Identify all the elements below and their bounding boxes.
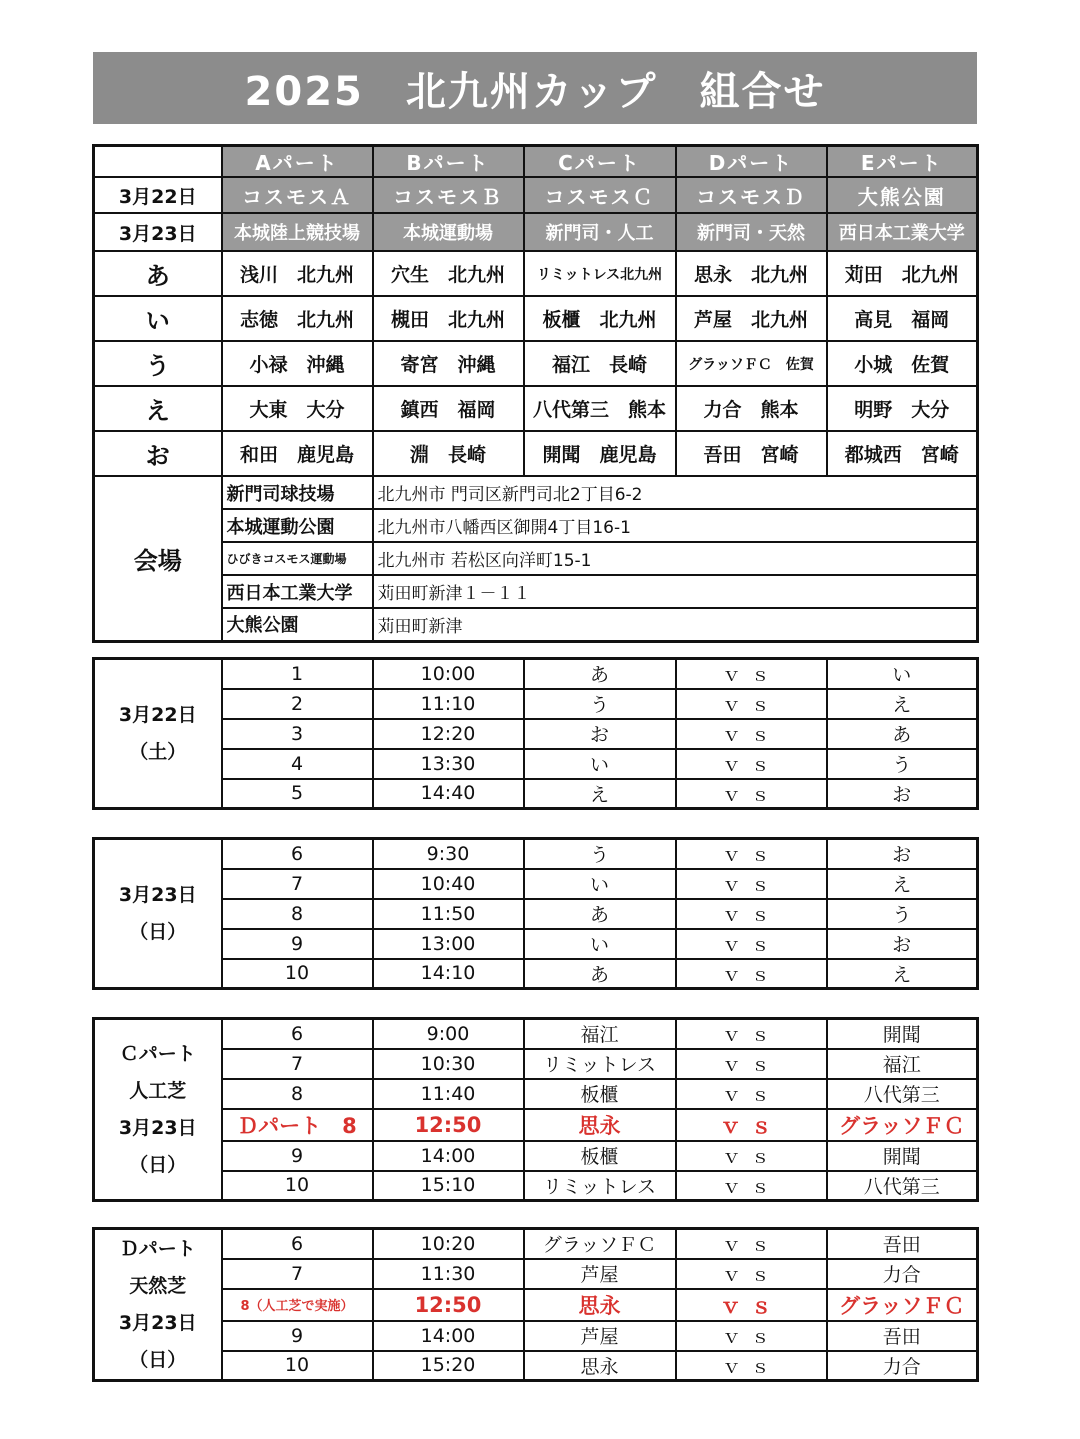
away-team: グラッソＦＣ [827, 1289, 978, 1321]
away-team: お [827, 779, 978, 809]
match-row [94, 1079, 978, 1109]
venue-name: 大熊公園 [222, 608, 373, 641]
group-key: え [94, 386, 222, 431]
match-number: 5 [222, 779, 373, 809]
schedule-label-line: 3月22日 [118, 703, 197, 726]
versus: ｖｓ [676, 1141, 827, 1171]
match-time: 11:50 [373, 899, 524, 929]
schedule-label-line: Ｃパート [119, 1042, 196, 1065]
match-number: 1 [222, 659, 373, 689]
group-key: い [94, 296, 222, 341]
away-team: 吾田 [827, 1321, 978, 1351]
group-key: お [94, 431, 222, 476]
schedule-label [94, 1019, 222, 1201]
match-number: 7 [222, 1049, 373, 1079]
versus: ｖｓ [676, 659, 827, 689]
venue-address: 北九州市 門司区新門司北2丁目6-2 [373, 476, 978, 509]
versus: ｖｓ [676, 1351, 827, 1381]
away-team: 吾田 [827, 1229, 978, 1259]
away-team: あ [827, 719, 978, 749]
day1-venue-b: コスモスＢ [373, 177, 524, 213]
home-team: い [524, 869, 676, 899]
day1-venue-e: 大熊公園 [827, 177, 978, 213]
team-cell: 板櫃 北九州 [524, 296, 676, 341]
match-number: 8（人工芝で実施） [222, 1289, 373, 1321]
schedule-label-line: （日） [129, 920, 187, 943]
schedule-label-line: 天然芝 [129, 1274, 187, 1297]
match-number: 6 [222, 839, 373, 869]
team-cell: 高見 福岡 [827, 296, 978, 341]
versus: ｖｓ [676, 1109, 827, 1141]
away-team: お [827, 929, 978, 959]
match-time: 11:40 [373, 1079, 524, 1109]
match-row [94, 719, 978, 749]
part-c-header: Cパート [524, 146, 676, 178]
part-d-header: Dパート [676, 146, 827, 178]
home-team: あ [524, 899, 676, 929]
team-cell: 鎮西 福岡 [373, 386, 524, 431]
venue-name: 新門司球技場 [222, 476, 373, 509]
match-number: 10 [222, 959, 373, 989]
team-cell: 思永 北九州 [676, 251, 827, 296]
match-row [94, 1141, 978, 1171]
match-row [94, 1259, 978, 1289]
away-team: 八代第三 [827, 1079, 978, 1109]
venue-row [94, 608, 978, 641]
venue-section-label: 会場 [94, 476, 222, 641]
group-key: あ [94, 251, 222, 296]
match-time: 12:50 [373, 1289, 524, 1321]
schedule-label-line: 人工芝 [129, 1079, 187, 1102]
match-row [94, 749, 978, 779]
corner-cell [94, 146, 222, 178]
venue-row [94, 575, 978, 608]
match-row [94, 839, 978, 869]
venue-address: 苅田町新津１－１１ [373, 575, 978, 608]
venue-row [94, 476, 978, 509]
group-row [94, 431, 978, 476]
versus: ｖｓ [676, 1259, 827, 1289]
team-cell: 吾田 宮崎 [676, 431, 827, 476]
day2-venue-row [94, 213, 978, 251]
match-time: 14:40 [373, 779, 524, 809]
home-team: あ [524, 959, 676, 989]
away-team: 開聞 [827, 1141, 978, 1171]
match-number: 9 [222, 1141, 373, 1171]
versus: ｖｓ [676, 839, 827, 869]
schedule-label-line: 3月23日 [118, 1311, 197, 1334]
home-team: お [524, 719, 676, 749]
team-cell: 苅田 北九州 [827, 251, 978, 296]
home-team: え [524, 779, 676, 809]
home-team: 芦屋 [524, 1259, 676, 1289]
match-row [94, 959, 978, 989]
schedule-label-line: （日） [129, 1153, 187, 1176]
match-time: 10:00 [373, 659, 524, 689]
match-number: 10 [222, 1171, 373, 1201]
team-cell: 明野 大分 [827, 386, 978, 431]
versus: ｖｓ [676, 959, 827, 989]
match-number: 4 [222, 749, 373, 779]
match-row [94, 1229, 978, 1259]
venue-row [94, 542, 978, 575]
team-cell: 開聞 鹿児島 [524, 431, 676, 476]
schedule-label [94, 659, 222, 809]
match-number: 8 [222, 899, 373, 929]
match-time: 9:30 [373, 839, 524, 869]
venue-address: 苅田町新津 [373, 608, 978, 641]
group-row [94, 251, 978, 296]
versus: ｖｓ [676, 1171, 827, 1201]
match-time: 11:30 [373, 1259, 524, 1289]
home-team: い [524, 749, 676, 779]
versus: ｖｓ [676, 689, 827, 719]
team-cell: 芦屋 北九州 [676, 296, 827, 341]
away-team: 八代第三 [827, 1171, 978, 1201]
day2-venue-a: 本城陸上競技場 [222, 213, 373, 251]
team-cell: 大東 大分 [222, 386, 373, 431]
away-team: う [827, 749, 978, 779]
match-row [94, 1109, 978, 1141]
day2-venue-b: 本城運動場 [373, 213, 524, 251]
team-cell: リミットレス北九州 [524, 251, 676, 296]
match-number: Ｄパート 8 [222, 1109, 373, 1141]
schedule-table-d-part [92, 1227, 979, 1382]
page-title: 2025 北九州カップ 組合せ [93, 52, 977, 124]
match-time: 13:30 [373, 749, 524, 779]
match-time: 14:00 [373, 1141, 524, 1171]
versus: ｖｓ [676, 1289, 827, 1321]
match-time: 14:00 [373, 1321, 524, 1351]
home-team: 板櫃 [524, 1079, 676, 1109]
venue-name: ひびきコスモス運動場 [222, 542, 373, 575]
match-row [94, 689, 978, 719]
home-team: 思永 [524, 1289, 676, 1321]
versus: ｖｓ [676, 929, 827, 959]
home-team: 板櫃 [524, 1141, 676, 1171]
venue-name: 本城運動公園 [222, 509, 373, 542]
match-row [94, 899, 978, 929]
part-a-header: Aパート [222, 146, 373, 178]
day2-venue-c: 新門司・人工 [524, 213, 676, 251]
match-time: 12:20 [373, 719, 524, 749]
away-team: 力合 [827, 1259, 978, 1289]
match-number: 7 [222, 1259, 373, 1289]
match-time: 14:10 [373, 959, 524, 989]
home-team: リミットレス [524, 1171, 676, 1201]
versus: ｖｓ [676, 899, 827, 929]
versus: ｖｓ [676, 749, 827, 779]
team-cell: 穴生 北九州 [373, 251, 524, 296]
team-cell: 福江 長崎 [524, 341, 676, 386]
match-row [94, 1019, 978, 1049]
away-team: 福江 [827, 1049, 978, 1079]
home-team: い [524, 929, 676, 959]
day2-venue-d: 新門司・天然 [676, 213, 827, 251]
schedule-table-day1 [92, 657, 979, 810]
match-time: 15:10 [373, 1171, 524, 1201]
match-number: 6 [222, 1019, 373, 1049]
team-cell: 小城 佐賀 [827, 341, 978, 386]
away-team: 開聞 [827, 1019, 978, 1049]
away-team: え [827, 689, 978, 719]
match-row [94, 929, 978, 959]
schedule-label-line: （土） [129, 740, 187, 763]
match-row [94, 1321, 978, 1351]
versus: ｖｓ [676, 1229, 827, 1259]
team-cell: 力合 熊本 [676, 386, 827, 431]
away-team: グラッソＦＣ [827, 1109, 978, 1141]
home-team: リミットレス [524, 1049, 676, 1079]
versus: ｖｓ [676, 1019, 827, 1049]
part-b-header: Bパート [373, 146, 524, 178]
venue-name: 西日本工業大学 [222, 575, 373, 608]
schedule-table-day2 [92, 837, 979, 990]
team-cell: 槻田 北九州 [373, 296, 524, 341]
team-cell: 淵 長崎 [373, 431, 524, 476]
schedule-table-c-part [92, 1017, 979, 1202]
match-time: 15:20 [373, 1351, 524, 1381]
venue-row [94, 509, 978, 542]
home-team: う [524, 689, 676, 719]
away-team: お [827, 839, 978, 869]
home-team: あ [524, 659, 676, 689]
versus: ｖｓ [676, 779, 827, 809]
group-row [94, 341, 978, 386]
day1-venue-row [94, 177, 978, 213]
match-time: 13:00 [373, 929, 524, 959]
versus: ｖｓ [676, 719, 827, 749]
match-time: 10:40 [373, 869, 524, 899]
match-number: 8 [222, 1079, 373, 1109]
schedule-label-line: 3月23日 [118, 883, 197, 906]
match-number: 7 [222, 869, 373, 899]
home-team: 芦屋 [524, 1321, 676, 1351]
day1-venue-c: コスモスＣ [524, 177, 676, 213]
day2-label: 3月23日 [94, 213, 222, 251]
team-cell: グラッソＦＣ 佐賀 [676, 341, 827, 386]
team-cell: 寄宮 沖縄 [373, 341, 524, 386]
schedule-label-line: （日） [129, 1348, 187, 1371]
team-cell: 浅川 北九州 [222, 251, 373, 296]
schedule-label [94, 839, 222, 989]
away-team: え [827, 959, 978, 989]
home-team: 福江 [524, 1019, 676, 1049]
versus: ｖｓ [676, 1321, 827, 1351]
match-row [94, 1351, 978, 1381]
home-team: 思永 [524, 1109, 676, 1141]
schedule-label-line: 3月23日 [118, 1116, 197, 1139]
home-team: う [524, 839, 676, 869]
match-number: 10 [222, 1351, 373, 1381]
home-team: 思永 [524, 1351, 676, 1381]
versus: ｖｓ [676, 1079, 827, 1109]
match-row [94, 1289, 978, 1321]
match-number: 6 [222, 1229, 373, 1259]
match-time: 11:10 [373, 689, 524, 719]
part-header-row [94, 146, 978, 178]
match-number: 2 [222, 689, 373, 719]
match-number: 9 [222, 1321, 373, 1351]
match-row [94, 779, 978, 809]
away-team: え [827, 869, 978, 899]
match-row [94, 1049, 978, 1079]
day1-venue-a: コスモスＡ [222, 177, 373, 213]
team-cell: 小禄 沖縄 [222, 341, 373, 386]
match-time: 10:20 [373, 1229, 524, 1259]
home-team: グラッソＦＣ [524, 1229, 676, 1259]
match-row [94, 869, 978, 899]
away-team: い [827, 659, 978, 689]
schedule-label-line: Ｄパート [119, 1237, 196, 1260]
venue-address: 北九州市八幡西区御開4丁目16-1 [373, 509, 978, 542]
day1-label: 3月22日 [94, 177, 222, 213]
versus: ｖｓ [676, 869, 827, 899]
match-time: 12:50 [373, 1109, 524, 1141]
schedule-label [94, 1229, 222, 1381]
match-number: 9 [222, 929, 373, 959]
match-time: 10:30 [373, 1049, 524, 1079]
away-team: う [827, 899, 978, 929]
day1-venue-d: コスモスＤ [676, 177, 827, 213]
versus: ｖｓ [676, 1049, 827, 1079]
group-row [94, 296, 978, 341]
group-key: う [94, 341, 222, 386]
match-number: 3 [222, 719, 373, 749]
team-cell: 志徳 北九州 [222, 296, 373, 341]
group-row [94, 386, 978, 431]
part-e-header: Eパート [827, 146, 978, 178]
group-table [92, 144, 979, 643]
day2-venue-e: 西日本工業大学 [827, 213, 978, 251]
match-row [94, 1171, 978, 1201]
match-time: 9:00 [373, 1019, 524, 1049]
team-cell: 都城西 宮崎 [827, 431, 978, 476]
match-row [94, 659, 978, 689]
venue-address: 北九州市 若松区向洋町15-1 [373, 542, 978, 575]
team-cell: 和田 鹿児島 [222, 431, 373, 476]
away-team: 力合 [827, 1351, 978, 1381]
team-cell: 八代第三 熊本 [524, 386, 676, 431]
